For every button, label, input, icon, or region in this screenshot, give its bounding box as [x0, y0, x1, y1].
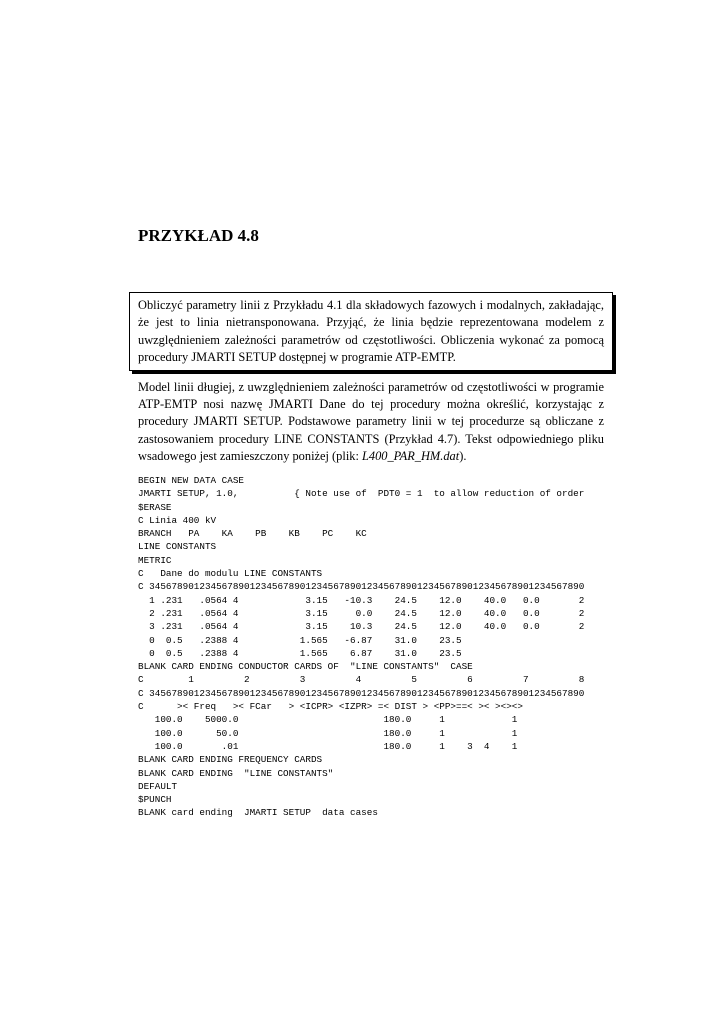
code-line: BLANK card ending JMARTI SETUP data cases [138, 807, 378, 819]
code-line: BRANCH PA KA PB KB PC KC [138, 528, 367, 540]
code-line: METRIC [138, 554, 172, 566]
code-line: 100.0 5000.0 180.0 1 1 [138, 714, 518, 726]
code-line: 1 .231 .0564 4 3.15 -10.3 24.5 12.0 40.0 0.0 2 [138, 594, 585, 606]
code-line: 0 0.5 .2388 4 1.565 -6.87 31.0 23.5 [138, 634, 462, 646]
code-line: C >< Freq >< FCar > <ICPR> <IZPR> =< DIST > <PP>==< >< ><><> [138, 701, 523, 713]
code-line: 100.0 50.0 180.0 1 1 [138, 727, 518, 739]
code-line: C 1 2 3 4 5 6 7 8 [138, 674, 585, 686]
code-line: BLANK CARD ENDING CONDUCTOR CARDS OF "LINE CONSTANTS" CASE [138, 661, 473, 673]
task-description-box: Obliczyć parametry linii z Przykładu 4.1 dla składowych fazowych i modalnych, zakładając, że jest to linia nietransponowana. Przyjąć, że linia będzie reprezentowana modelem z uwzględnieniem zależności parametrów od częstotliwości. Obliczenia wykonać za pomocą procedury JMARTI SETUP dostępnej w programie ATP-EMTP. [129, 292, 613, 371]
example-heading: PRZYKŁAD 4.8 [138, 226, 259, 245]
code-line: BLANK CARD ENDING FREQUENCY CARDS [138, 754, 323, 766]
code-line: 3 .231 .0564 4 3.15 10.3 24.5 12.0 40.0 0.0 2 [138, 621, 585, 633]
code-line: JMARTI SETUP, 1.0, { Note use of PDT0 = 1 to allow reduction of order [138, 488, 585, 500]
code-line: DEFAULT [138, 780, 178, 792]
code-line: C Linia 400 kV [138, 514, 217, 526]
body-paragraph [138, 379, 604, 465]
code-line: BLANK CARD ENDING "LINE CONSTANTS" [138, 767, 334, 779]
code-line: 2 .231 .0564 4 3.15 0.0 24.5 12.0 40.0 0.0 2 [138, 607, 585, 619]
code-line: $PUNCH [138, 794, 172, 806]
body-text-before: Model linii długiej, z uwzględnieniem zależności parametrów od częstotliwości w programie ATP-EMTP nosi nazwę JMARTI Dane do tej procedury można określić, korzystając z procedury JMARTI SETUP. Podstawowe parametry linii w tej procedurze są obliczane z zastosowaniem procedury LINE CONSTANTS (Przykład 4.7). Tekst odpowiedniego pliku wsadowego jest zamieszczony poniżej (plik: [138, 380, 604, 463]
code-line: BEGIN NEW DATA CASE [138, 475, 245, 486]
file-name: L400_PAR_HM.dat [362, 448, 460, 463]
code-line: C 345678901234567890123456789012345678901234567890123456789012345678901234567890 [138, 581, 585, 593]
code-line: $ERASE [138, 501, 172, 513]
code-line: 100.0 .01 180.0 1 3 4 1 [138, 740, 518, 752]
code-line: C 345678901234567890123456789012345678901234567890123456789012345678901234567890 [138, 687, 585, 699]
body-text-after: ). [459, 448, 467, 463]
code-line: LINE CONSTANTS [138, 541, 217, 553]
code-line: 0 0.5 .2388 4 1.565 6.87 31.0 23.5 [138, 647, 462, 659]
code-line: C Dane do modulu LINE CONSTANTS [138, 568, 323, 580]
batch-file-listing [138, 474, 608, 820]
